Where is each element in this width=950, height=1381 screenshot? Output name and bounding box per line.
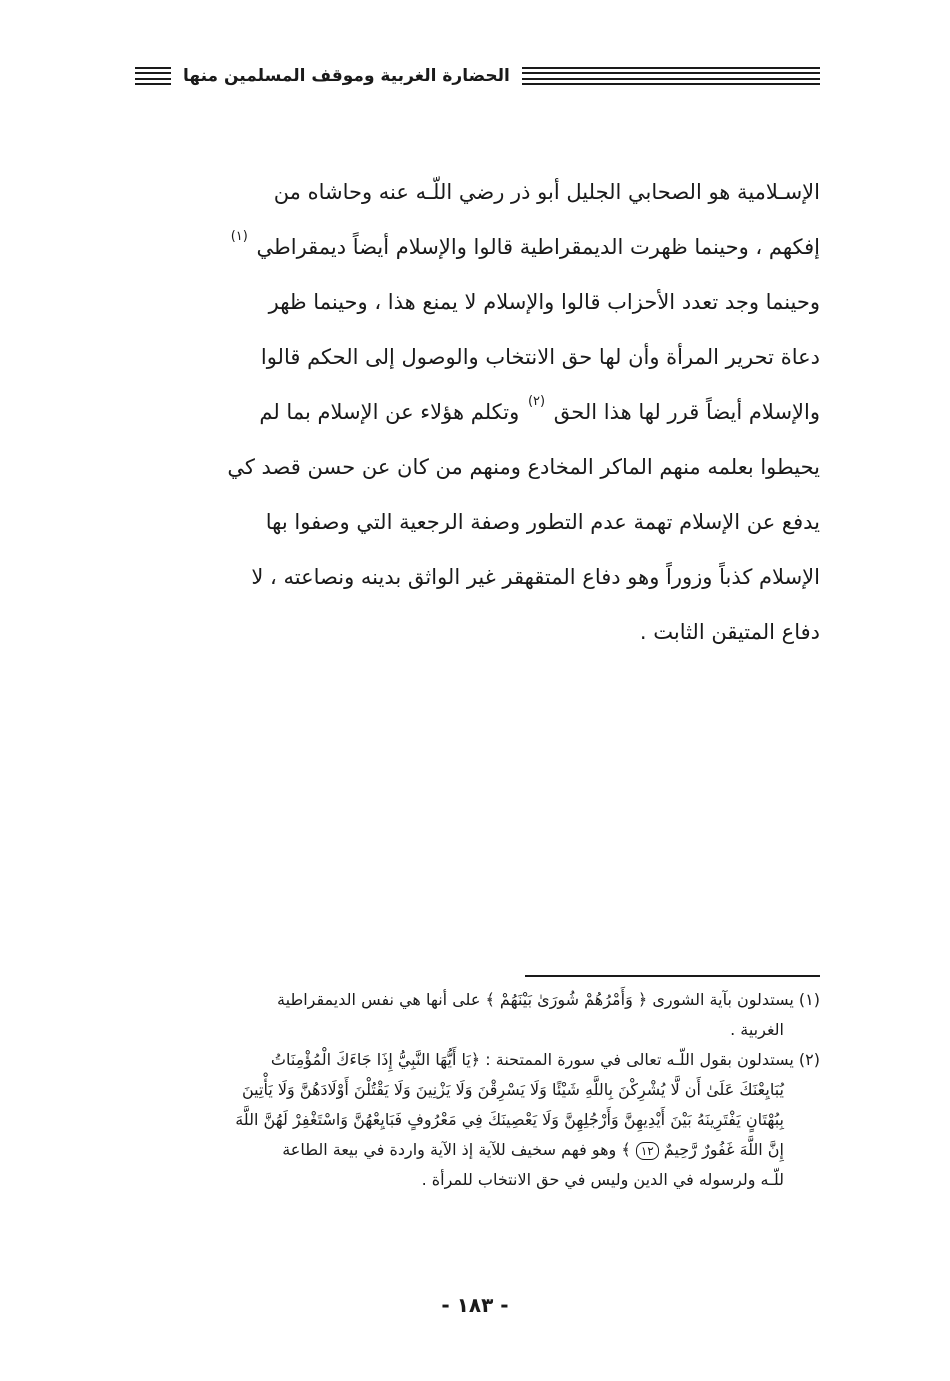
- footnote-ref-2[interactable]: (٢): [527, 394, 546, 409]
- footnote-ref-1[interactable]: (١): [230, 229, 248, 244]
- body-line-text: والإسلام أيضاً قرر لها هذا الحق: [553, 400, 820, 424]
- body-line: الإسلام كذباً وزوراً وهو دفاع المتقهقر غير الواثق بدينه ونصاعته ، لا: [251, 565, 820, 589]
- body-line-text: وتكلم هؤلاء عن الإسلام بما لم: [259, 400, 520, 424]
- footnote-2-verse-end: إِنَّ اللَّهَ غَفُورٌ رَّحِيمٌ: [663, 1140, 784, 1159]
- page-number: - ١٨٣ -: [441, 1293, 509, 1317]
- footnote-2-line: يُبَايِعْنَكَ عَلَىٰ أَن لَّا يُشْرِكْنَ بِاللَّهِ شَيْئًا وَلَا يَسْرِقْنَ وَلَا يَزْنِينَ وَلَا يَقْتُلْنَ أَوْلَادَهُنَّ وَلَا يَأْتِينَ: [241, 1080, 784, 1099]
- footnote-1-line: (١) يستدلون بآية الشورى ﴿ وَأَمْرُهُمْ شُورَىٰ بَيْنَهُمْ ﴾ على أنها هي نفس الديمقراطية: [277, 990, 820, 1009]
- footnote-separator: [525, 975, 820, 977]
- body-line: يدفع عن الإسلام تهمة عدم التطور وصفة الرجعية التي وصفوا بها: [265, 510, 820, 534]
- footnote-2-line: [128, 1135, 820, 1165]
- footnote-2-comment: ﴾ وهو فهم سخيف للآية إذ الآية واردة في بيعة الطاعة: [282, 1140, 631, 1159]
- footnote-2-line: للّـه ولرسوله في الدين وليس في حق الانتخاب للمرأة .: [421, 1170, 784, 1189]
- verse-number-badge: ١٢: [636, 1142, 659, 1160]
- body-text: [130, 165, 820, 660]
- header-rule-right: [522, 67, 820, 85]
- body-line: [130, 385, 820, 440]
- footnotes: [128, 985, 820, 1195]
- body-line: دفاع المتيقن الثابت .: [639, 620, 820, 644]
- body-line: الإسـلامية هو الصحابي الجليل أبو ذر رضي اللّـه عنه وحاشاه من: [273, 180, 820, 204]
- footnote-2-line: (٢) يستدلون بقول اللّـه تعالى في سورة الممتحنة : ﴿يَا أَيُّهَا النَّبِيُّ إِذَا جَاءَكَ الْمُؤْمِنَاتُ: [270, 1050, 820, 1069]
- header-rule-left: [135, 67, 171, 85]
- body-line: دعاة تحرير المرأة وأن لها حق الانتخاب والوصول إلى الحكم قالوا: [260, 345, 820, 369]
- header-title: الحضارة الغربية وموقف المسلمين منها: [183, 66, 510, 86]
- body-line: يحيطوا بعلمه منهم الماكر المخادع ومنهم من كان عن حسن قصد كي: [227, 455, 820, 479]
- body-line-text: إفكهم ، وحينما ظهرت الديمقراطية قالوا والإسلام أيضاً ديمقراطي: [256, 235, 820, 259]
- footnote-1-line: الغربية .: [730, 1020, 784, 1039]
- footnote-2-line: بِبُهْتَانٍ يَفْتَرِينَهُ بَيْنَ أَيْدِيهِنَّ وَأَرْجُلِهِنَّ وَلَا يَعْصِينَكَ فِي مَعْرُوفٍ فَبَايِعْهُنَّ وَاسْتَغْفِرْ لَهُنَّ اللَّهَ: [235, 1110, 784, 1129]
- body-line: وحينما وجد تعدد الأحزاب قالوا والإسلام لا يمنع هذا ، وحينما ظهر: [268, 290, 820, 314]
- running-header: [135, 62, 820, 90]
- body-line: [130, 220, 820, 275]
